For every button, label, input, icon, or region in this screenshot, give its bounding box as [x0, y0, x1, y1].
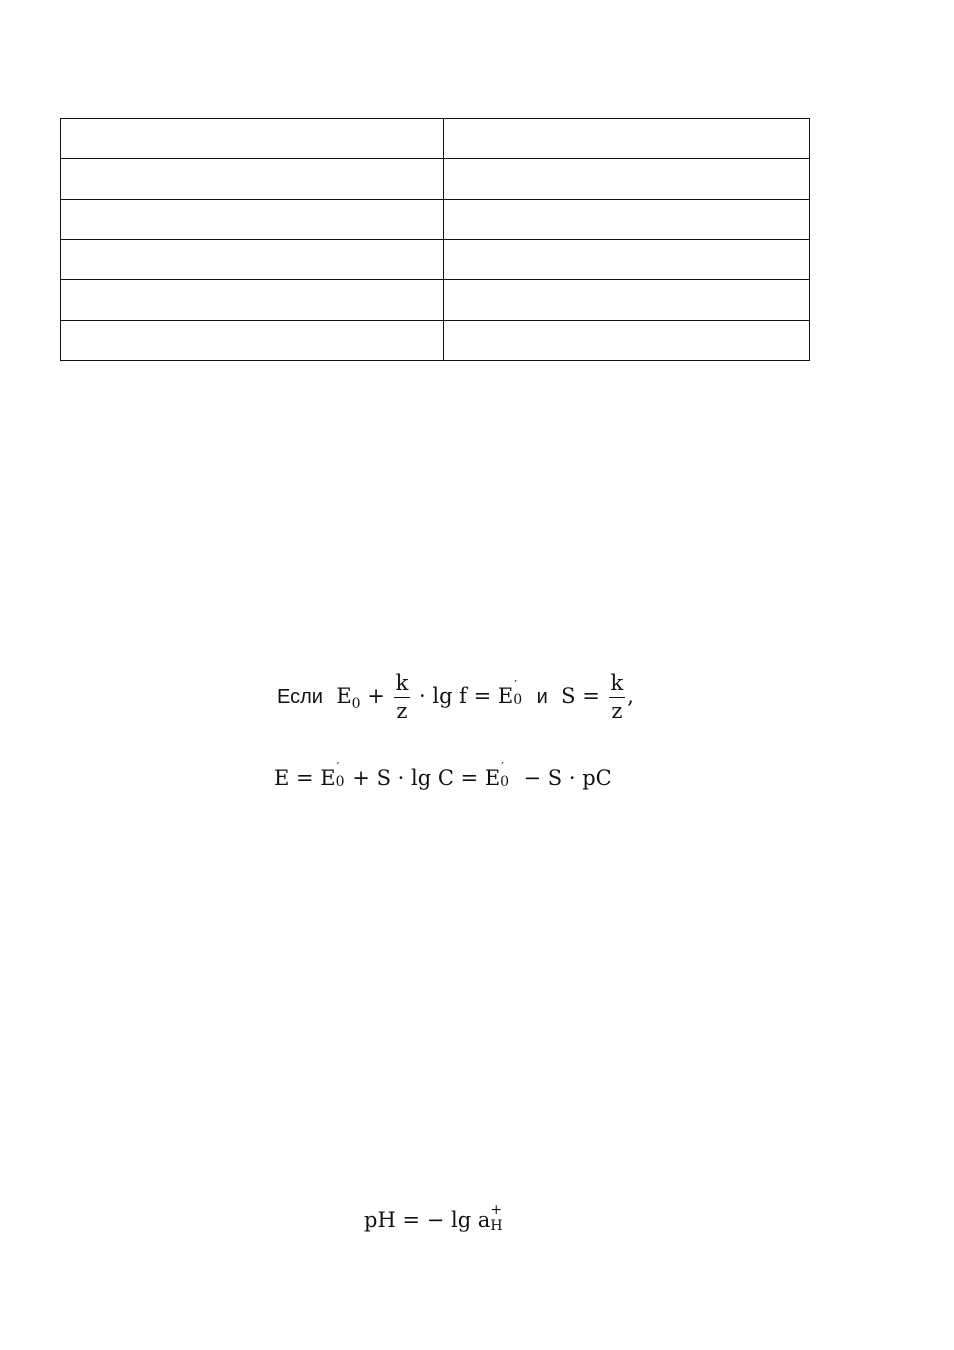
table-cell: [444, 159, 810, 199]
prime-subscript: [513, 678, 523, 709]
plus-sign: +: [367, 684, 385, 709]
s-equals: S =: [561, 684, 600, 709]
fraction-numerator: k: [394, 672, 411, 698]
table-row: [61, 239, 810, 279]
formula-lhs: E = E: [274, 766, 336, 790]
table-row: [61, 320, 810, 360]
table-cell: [61, 159, 444, 199]
table-cell: [444, 119, 810, 159]
subscript-zero: 0: [513, 692, 523, 709]
formula-potential: [274, 760, 612, 790]
formula-ph: [364, 1202, 504, 1234]
table-row: [61, 199, 810, 239]
table-cell: [444, 199, 810, 239]
and-word: и: [536, 686, 548, 709]
fraction-denominator: z: [396, 699, 408, 724]
formula-tail: − S · pC: [523, 766, 612, 790]
prime-mark: ′: [336, 760, 340, 774]
table-cell: [61, 280, 444, 320]
empty-table: [60, 118, 810, 361]
table-cell: [444, 239, 810, 279]
formula-middle: + S · lg C = E: [352, 766, 501, 790]
fraction-denominator: z: [611, 699, 623, 724]
subscript-h: H: [490, 1218, 503, 1234]
prime-mark: ′: [501, 760, 504, 774]
e-symbol: E: [336, 684, 352, 709]
subscript-zero: 0: [335, 774, 345, 790]
prime-mark: ′: [514, 678, 517, 693]
fraction-k-over-z: [609, 672, 626, 723]
table-row: [61, 159, 810, 199]
table-row: [61, 119, 810, 159]
table-row: [61, 280, 810, 320]
table-cell: [444, 280, 810, 320]
comma: ,: [627, 684, 634, 709]
formula-condition: [277, 672, 634, 723]
e-prime-symbol: E: [497, 684, 514, 709]
formula-lhs: pH = − lg a: [364, 1208, 491, 1232]
superscript-plus: +: [490, 1202, 503, 1218]
if-word: Если: [277, 686, 323, 709]
table-cell: [61, 320, 444, 360]
fraction-k-over-z: [394, 672, 411, 723]
table-cell: [61, 239, 444, 279]
lg-f-term: · lg f =: [419, 684, 492, 709]
table-cell: [61, 119, 444, 159]
fraction-numerator: k: [609, 672, 626, 698]
table-cell: [61, 199, 444, 239]
superscript-subscript: [490, 1202, 504, 1234]
prime-subscript: [335, 760, 346, 790]
subscript-zero: 0: [500, 774, 510, 790]
prime-subscript: [500, 760, 510, 790]
table-cell: [444, 320, 810, 360]
subscript-zero: 0: [351, 696, 361, 713]
